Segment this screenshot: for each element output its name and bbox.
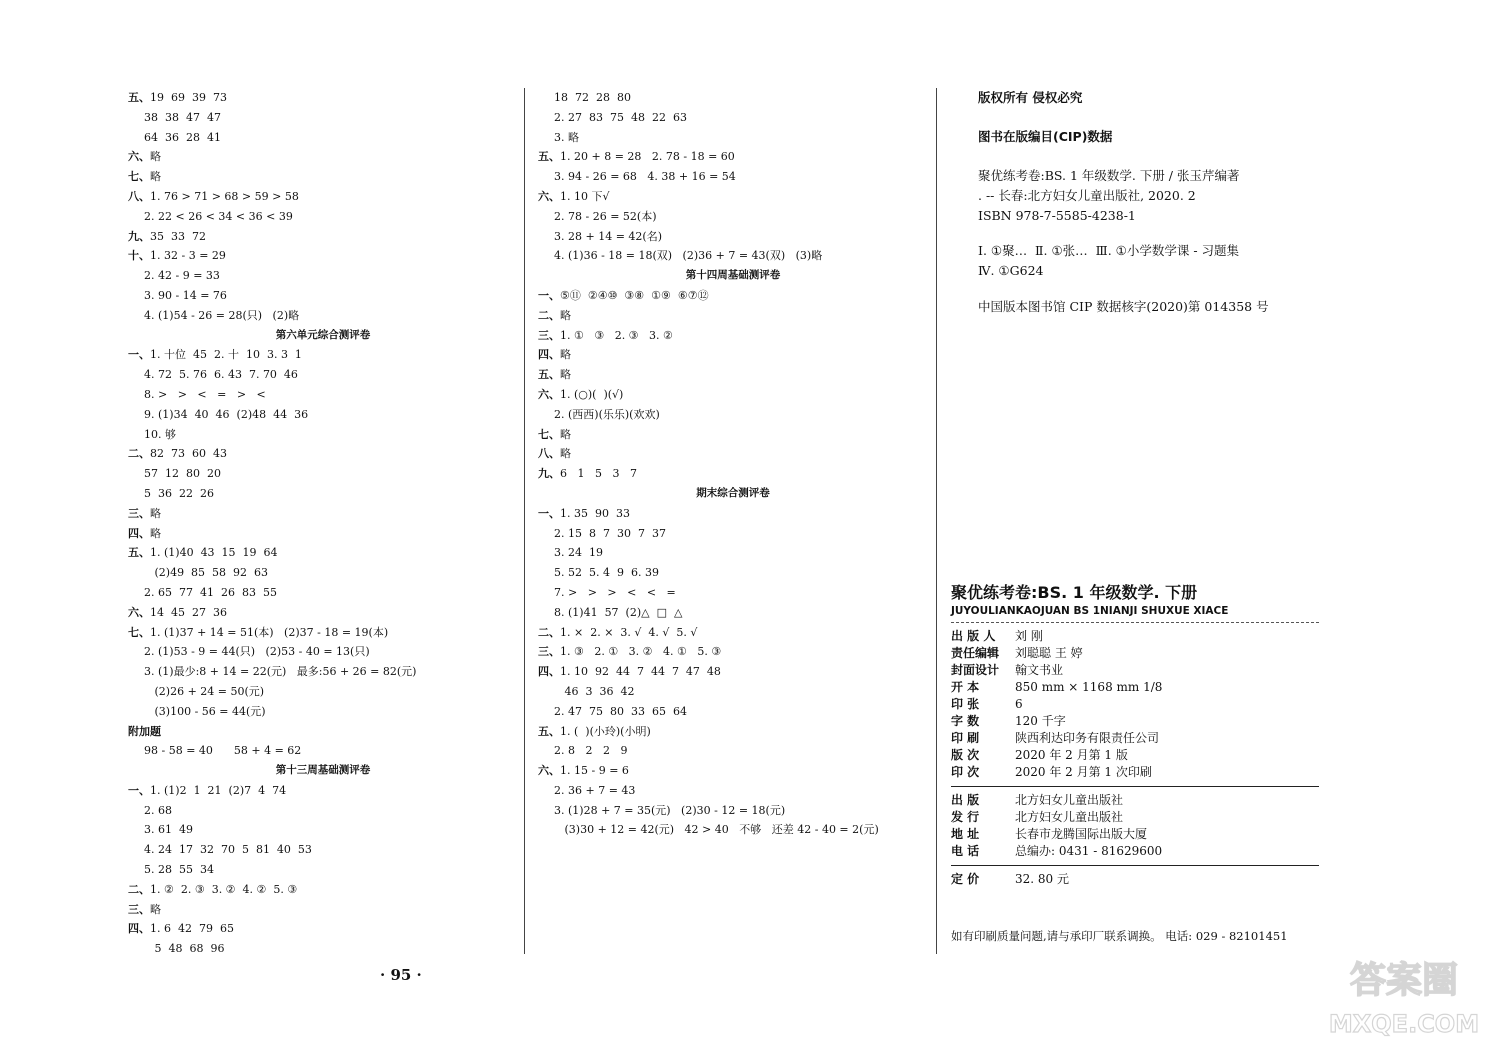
answer-line — [538, 365, 928, 385]
answer-line — [128, 642, 518, 662]
answer-text: 4. 24 17 32 70 5 81 40 53 — [144, 843, 312, 857]
question-number: 八、 — [128, 189, 150, 203]
question-number: 七、 — [128, 170, 150, 184]
answer-line — [538, 326, 928, 346]
question-number: 四、 — [538, 665, 560, 679]
answer-text: 6 1 5 3 7 — [560, 467, 637, 481]
question-number: 四、 — [128, 526, 150, 540]
answer-line — [538, 761, 928, 781]
answer-text: 3. 24 19 — [554, 546, 603, 560]
answer-line — [128, 623, 518, 643]
cip-line: ISBN 978-7-5585-4238-1 — [978, 207, 1136, 223]
question-number: 附加题 — [128, 724, 161, 738]
answer-text: 18 72 28 80 — [554, 91, 631, 104]
answer-line — [538, 108, 928, 128]
answer-text: 1. ③ 2. ① 3. ② 4. ① 5. ③ — [560, 645, 722, 659]
answer-text: 3. 61 49 — [144, 823, 193, 837]
info-label: 封面设计 — [951, 663, 1000, 677]
question-number: 二、 — [128, 882, 150, 896]
info-label: 出 版 — [951, 793, 980, 807]
answer-text: 1. 6 42 79 65 — [150, 922, 234, 936]
question-number: 一、 — [128, 348, 150, 362]
info-value: 120 千字 — [1015, 714, 1066, 728]
answer-line — [128, 286, 518, 306]
answer-text: 略 — [150, 526, 161, 540]
answer-text: 5 48 68 96 — [144, 942, 225, 956]
answer-text: 1. 10 92 44 7 44 7 47 48 — [560, 665, 721, 679]
info-label: 责任编辑 — [951, 646, 1000, 660]
answer-line — [128, 504, 518, 524]
answer-line — [538, 167, 928, 187]
section-title: 第六单元综合测评卷 — [275, 328, 371, 341]
info-value: 北方妇女儿童出版社 — [1015, 793, 1124, 807]
answer-text: 10. 够 — [144, 427, 176, 441]
answer-line — [128, 781, 518, 801]
answer-text: 1. 35 90 33 — [560, 506, 630, 520]
watermark-text: 答案圈 — [1349, 960, 1459, 1001]
answer-text: 38 38 47 47 — [144, 110, 221, 124]
question-number: 四、 — [128, 922, 150, 936]
info-value: 6 — [1015, 697, 1023, 711]
answer-line — [538, 405, 928, 425]
answer-text: 2. (1)53 - 9 = 44(只) (2)53 - 40 = 13(只) — [144, 645, 370, 659]
answer-line — [128, 682, 518, 702]
answer-line — [538, 128, 928, 148]
answer-text: 1. (○)( )(√) — [560, 387, 624, 401]
info-row — [951, 679, 1321, 696]
answer-text: 3. (1)最少:8 + 14 = 22(元) 最多:56 + 26 = 82(元) — [144, 665, 417, 679]
question-number: 三、 — [128, 506, 150, 520]
answer-line — [128, 147, 518, 167]
answer-text: 5. 28 55 34 — [144, 863, 214, 877]
answer-text: 略 — [150, 170, 161, 184]
cip-class-line: Ⅳ. ①G624 — [978, 263, 1044, 279]
answer-line — [538, 345, 928, 365]
answer-text: (3)30 + 12 = 42(元) 42 > 40 不够 还差 42 - 40 = 2(元) — [554, 823, 879, 837]
answer-text: 3. 90 - 14 = 76 — [144, 288, 227, 302]
question-number: 六、 — [538, 764, 560, 778]
question-number: 五、 — [128, 91, 150, 104]
answer-text: (2)26 + 24 = 50(元) — [144, 684, 265, 698]
info-value: 长春市龙腾国际出版大厦 — [1015, 827, 1148, 841]
question-number: 七、 — [128, 625, 150, 639]
section-title: 期末综合测评卷 — [696, 486, 770, 499]
answer-line — [538, 820, 928, 840]
answer-line — [538, 385, 928, 405]
info-label: 印 刷 — [951, 731, 980, 745]
answer-line — [128, 820, 518, 840]
column-divider — [936, 88, 937, 954]
question-number: 二、 — [538, 308, 560, 322]
info-row — [951, 809, 1321, 826]
answer-line — [538, 801, 928, 821]
question-number: 一、 — [538, 506, 560, 520]
answer-line — [538, 88, 928, 108]
answer-line — [538, 444, 928, 464]
info-value: 2020 年 2 月第 1 版 — [1015, 748, 1128, 762]
publication-details — [951, 628, 1321, 781]
answer-line — [538, 504, 928, 524]
section-title: 第十四周基础测评卷 — [685, 269, 781, 282]
answer-text: 4. 72 5. 76 6. 43 7. 70 46 — [144, 368, 298, 382]
answer-text: 1. ② 2. ③ 3. ② 4. ② 5. ③ — [150, 882, 298, 896]
answer-text: 5. 52 5. 4 9 6. 39 — [554, 566, 659, 580]
question-number: 三、 — [538, 328, 560, 342]
answer-line — [128, 919, 518, 939]
info-value: 陕西利达印务有限责任公司 — [1015, 731, 1160, 745]
answer-line — [128, 543, 518, 563]
answer-line — [128, 266, 518, 286]
answer-text: 35 33 72 — [150, 229, 206, 243]
answer-line — [128, 405, 518, 425]
section-title: 第十三周基础测评卷 — [275, 764, 371, 777]
answer-text: 2. 42 - 9 = 33 — [144, 269, 220, 283]
answer-line — [128, 662, 518, 682]
answer-line — [128, 583, 518, 603]
answer-text: 19 69 39 73 — [150, 91, 227, 104]
info-row — [951, 645, 1321, 662]
answer-text: (2)49 85 58 92 63 — [144, 566, 269, 580]
answer-line — [538, 662, 928, 682]
info-label: 电 话 — [951, 844, 980, 858]
publisher-details — [951, 792, 1321, 860]
answer-text: 1. ① ③ 2. ③ 3. ② — [560, 328, 673, 342]
info-label: 地 址 — [951, 827, 980, 841]
question-number: 九、 — [538, 467, 560, 481]
answer-text: 2. 22 < 26 < 34 < 36 < 39 — [144, 209, 293, 223]
info-row — [951, 764, 1321, 781]
watermark-logo — [1318, 952, 1490, 1042]
cip-class-line: Ⅰ. ①聚… Ⅱ. ①张… Ⅲ. ①小学数学课 - 习题集 — [978, 243, 1240, 259]
question-number: 五、 — [538, 150, 560, 164]
answer-text: 2. 65 77 41 26 83 55 — [144, 585, 277, 599]
answer-line — [128, 880, 518, 900]
answer-text: 3. 略 — [554, 130, 579, 144]
answer-line — [538, 227, 928, 247]
answer-line — [128, 484, 518, 504]
answer-line — [128, 365, 518, 385]
answer-line — [128, 128, 518, 148]
answer-text: 8. > > < = > < — [144, 387, 266, 401]
answer-line — [128, 167, 518, 187]
answer-text: 1. 20 + 8 = 28 2. 78 - 18 = 60 — [560, 150, 735, 164]
answer-line — [128, 722, 518, 742]
print-quality-note: 如有印刷质量问题,请与承印厂联系调换。 电话: 029 - 82101451 — [951, 929, 1288, 943]
info-row — [951, 713, 1321, 730]
answer-text: 64 36 28 41 — [144, 130, 221, 144]
cip-number: 中国版本图书馆 CIP 数据核字(2020)第 014358 号 — [978, 298, 1269, 314]
answer-line — [128, 741, 518, 761]
book-pinyin: JUYOULIANKAOJUAN BS 1NIANJI SHUXUE XIACE — [951, 605, 1229, 617]
answer-text: 2. 78 - 26 = 52(本) — [554, 209, 657, 223]
book-title: 聚优练考卷:BS. 1 年级数学. 下册 — [951, 583, 1198, 602]
question-number: 五、 — [128, 546, 150, 560]
answer-text: 2. 15 8 7 30 7 37 — [554, 526, 666, 540]
answer-text: 4. (1)54 - 26 = 28(只) (2)略 — [144, 308, 300, 322]
answer-text: 2. 36 + 7 = 43 — [554, 783, 636, 797]
answer-text: 略 — [560, 368, 571, 382]
question-number: 五、 — [538, 724, 560, 738]
answer-line — [538, 682, 928, 702]
answer-text: 9. (1)34 40 46 (2)48 44 36 — [144, 407, 309, 421]
answer-line — [128, 227, 518, 247]
answer-text: 4. (1)36 - 18 = 18(双) (2)36 + 7 = 43(双) (3)略 — [554, 249, 823, 263]
info-row — [951, 747, 1321, 764]
answer-line — [538, 603, 928, 623]
answer-line — [538, 781, 928, 801]
answer-text: 略 — [560, 348, 571, 362]
answer-line — [538, 642, 928, 662]
info-label: 出 版 人 — [951, 629, 996, 643]
question-number: 七、 — [538, 427, 560, 441]
answer-line — [128, 187, 518, 207]
answer-line — [538, 563, 928, 583]
price-row — [951, 871, 1321, 888]
info-row — [951, 662, 1321, 679]
question-number: 六、 — [128, 150, 150, 164]
question-number: 三、 — [538, 645, 560, 659]
info-value: 总编办: 0431 - 81629600 — [1015, 844, 1163, 858]
book-info — [951, 580, 1321, 888]
answer-text: 2. 47 75 80 33 65 64 — [554, 704, 687, 718]
answer-text: 略 — [150, 150, 161, 164]
answer-text: 2. 8 2 2 9 — [554, 744, 628, 758]
answer-line — [128, 860, 518, 880]
answer-line — [128, 444, 518, 464]
info-row — [951, 730, 1321, 747]
cip-block — [978, 88, 1338, 317]
answer-line — [128, 801, 518, 821]
answer-text: 3. (1)28 + 7 = 35(元) (2)30 - 12 = 18(元) — [554, 803, 786, 817]
answer-line — [128, 702, 518, 722]
copyright-notice: 版权所有 侵权必究 — [978, 90, 1083, 105]
answer-line — [128, 306, 518, 326]
answer-text: 略 — [150, 506, 161, 520]
answer-line — [128, 524, 518, 544]
answer-text: 82 73 60 43 — [150, 447, 227, 461]
question-number: 二、 — [538, 625, 560, 639]
answer-line — [538, 286, 928, 306]
answer-line — [538, 306, 928, 326]
question-number: 六、 — [538, 387, 560, 401]
info-label: 开 本 — [951, 680, 980, 694]
answer-text: 98 - 58 = 40 58 + 4 = 62 — [144, 744, 302, 758]
question-number: 三、 — [128, 902, 150, 916]
watermark-url: MXQE.COM — [1328, 1010, 1480, 1038]
answer-line — [538, 187, 928, 207]
price-label: 定 价 — [951, 872, 980, 886]
answer-line — [128, 939, 518, 959]
cip-title: 图书在版编目(CIP)数据 — [978, 129, 1113, 144]
answer-text: 1. ( )(小玲)(小明) — [560, 724, 651, 738]
question-number: 四、 — [538, 348, 560, 362]
answer-text: 1. 15 - 9 = 6 — [560, 764, 629, 778]
answer-text: 1. (1)2 1 21 (2)7 4 74 — [150, 783, 287, 797]
answer-line — [128, 207, 518, 227]
info-value: 850 mm × 1168 mm 1/8 — [1015, 680, 1163, 694]
answer-line — [538, 702, 928, 722]
question-number: 九、 — [128, 229, 150, 243]
answer-column-middle — [538, 88, 928, 840]
answer-text: 1. 32 - 3 = 29 — [150, 249, 226, 263]
divider — [951, 865, 1319, 866]
question-number: 六、 — [538, 189, 560, 203]
info-value: 北方妇女儿童出版社 — [1015, 810, 1124, 824]
question-number: 二、 — [128, 447, 150, 461]
info-value: 刘聪聪 王 婷 — [1015, 646, 1083, 660]
question-number: 一、 — [538, 288, 560, 302]
answer-text: 略 — [560, 308, 571, 322]
info-label: 印 张 — [951, 697, 980, 711]
answer-text: (3)100 - 56 = 44(元) — [144, 704, 266, 718]
answer-text: 略 — [560, 427, 571, 441]
divider — [951, 786, 1319, 787]
question-number: 六、 — [128, 605, 150, 619]
answer-text: 1. (1)37 + 14 = 51(本) (2)37 - 18 = 19(本) — [150, 625, 389, 639]
question-number: 五、 — [538, 368, 560, 382]
answer-line — [128, 563, 518, 583]
answer-text: 略 — [560, 447, 571, 461]
answer-line — [128, 464, 518, 484]
info-value: 翰文书业 — [1015, 663, 1064, 677]
answer-line — [128, 88, 518, 108]
answer-text: 略 — [150, 902, 161, 916]
answer-text: 3. 28 + 14 = 42(名) — [554, 229, 662, 243]
answer-text: 1. 十位 45 2. 十 10 3. 3 1 — [150, 348, 302, 362]
price-value: 32. 80 元 — [1015, 872, 1069, 886]
answer-text: 1. (1)40 43 15 19 64 — [150, 546, 278, 560]
info-label: 发 行 — [951, 810, 980, 824]
answer-line — [538, 147, 928, 167]
answer-line — [128, 840, 518, 860]
answer-line — [538, 425, 928, 445]
answer-line — [538, 543, 928, 563]
answer-line — [538, 583, 928, 603]
info-row — [951, 696, 1321, 713]
answer-text: 2. 27 83 75 48 22 63 — [554, 110, 687, 124]
answer-text: 7. > > > < < = — [554, 585, 676, 599]
divider — [951, 622, 1319, 623]
answer-text: 46 3 36 42 — [554, 684, 635, 698]
info-row — [951, 628, 1321, 645]
answer-line — [538, 741, 928, 761]
info-label: 印 次 — [951, 765, 980, 779]
answer-text: 57 12 80 20 — [144, 467, 221, 481]
answer-line — [538, 722, 928, 742]
answer-text: 2. (西西)(乐乐)(欢欢) — [554, 407, 660, 421]
answer-text: 2. 68 — [144, 803, 172, 817]
question-number: 一、 — [128, 783, 150, 797]
info-value: 2020 年 2 月第 1 次印刷 — [1015, 765, 1152, 779]
cip-line: 聚优练考卷:BS. 1 年级数学. 下册 / 张玉芹编著 — [978, 168, 1240, 183]
answer-text: 5 36 22 26 — [144, 486, 214, 500]
answer-line — [538, 623, 928, 643]
column-divider — [524, 88, 525, 954]
answer-text: 14 45 27 36 — [150, 605, 227, 619]
answer-line — [128, 900, 518, 920]
answer-line — [128, 425, 518, 445]
info-row — [951, 826, 1321, 843]
question-number: 八、 — [538, 447, 560, 461]
answer-text: 1. × 2. × 3. √ 4. √ 5. √ — [560, 625, 698, 639]
answer-line — [538, 524, 928, 544]
answer-line — [128, 345, 518, 365]
info-label: 字 数 — [951, 714, 980, 728]
answer-line — [538, 207, 928, 227]
info-value: 刘 刚 — [1015, 629, 1043, 643]
cip-line: . -- 长春:北方妇女儿童出版社, 2020. 2 — [978, 187, 1196, 203]
answer-text: 3. 94 - 26 = 68 4. 38 + 16 = 54 — [554, 170, 736, 184]
answer-line — [128, 246, 518, 266]
question-number: 十、 — [128, 249, 150, 263]
answer-text: ⑤⑪ ②④⑩ ③⑧ ①⑨ ⑥⑦⑫ — [560, 288, 709, 302]
answer-text: 1. 76 > 71 > 68 > 59 > 58 — [150, 189, 299, 203]
answer-line — [538, 464, 928, 484]
answer-line — [128, 108, 518, 128]
page-number: · 95 · — [380, 966, 422, 984]
info-row — [951, 792, 1321, 809]
answer-text: 1. 10 下√ — [560, 189, 610, 203]
answer-line — [128, 385, 518, 405]
answer-line — [538, 246, 928, 266]
info-row — [951, 843, 1321, 860]
answer-text: 8. (1)41 57 (2)△ □ △ — [554, 605, 683, 619]
answer-line — [128, 603, 518, 623]
info-label: 版 次 — [951, 748, 980, 762]
answer-column-left — [128, 88, 518, 959]
